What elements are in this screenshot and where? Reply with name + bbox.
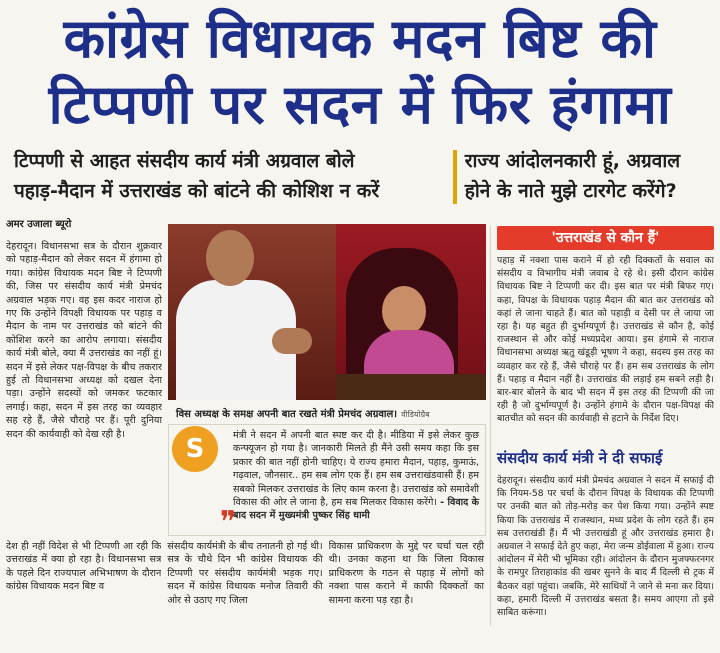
headline-line-2: टिप्पणी पर सदन में फिर हंगामा <box>48 73 672 136</box>
byline: अमर उजाला ब्यूरो <box>6 219 72 230</box>
subhead-right-line-1: राज्य आंदोलनकारी हूं, अग्रवाल <box>464 150 681 172</box>
photo-caption <box>176 406 476 420</box>
sidebar-text-1: पहाड़ में नक्शा पास कराने में हो रही दिक्कतों के सवाल का संसदीय व विभागीय मंत्री जवाब दे रहे थे। इसी दौरान कांग्रेस विधायक बिष्ट ने टिप्पणी कर दी। इस बात पर मंत्री बिफर गए। कहा, विपक्ष के विधायक पहाड़ मैदान की बात कर उत्तराखंड को कहां ले जाना चाहते हैं। बात को पहाड़ी व देसी पर ले जाया जा रहा है। यह बहुत ही दुर्भाग्यपूर्ण है। उत्तराखंड से कौन है, कोई राजस्थान से और कोई मध्यप्रदेश आया। इस हंगामे से नाराज विधानसभा अध्यक्ष ऋतु खंडूड़ी भूषण ने कहा, सदस्य इस तरह का व्यवहार कर रहे हैं, जैसे चौराहे पर हैं। हम सब उत्तराखंड के लोग हैं। पहाड़ व मैदान नहीं है। उत्तराखंड की लड़ाई हम सबने लड़ी है। बार-बार बोलने के बाद भी सदन में इस तरह की टिप्पणी की जा रही है जो दुर्भाग्यपूर्ण है। उन्होंने हंगामे के दौरान पक्ष-विपक्ष की बातचीत को सदन की कार्यवाही से हटाने के निर्देश दिए। <box>497 255 714 425</box>
subhead-left <box>14 146 453 208</box>
sidebar-title: 'उत्तराखंड से कौन हैं' <box>497 226 714 250</box>
desk <box>336 374 486 400</box>
subhead-left-line-2: पहाड़-मैदान में उत्तराखंड को बांटने की कोशिश न करें <box>14 180 380 202</box>
sidebar <box>490 226 714 626</box>
minister-figure-hand <box>272 328 312 354</box>
subheadings <box>14 146 714 208</box>
headline-line-1: कांग्रेस विधायक मदन बिष्ट की <box>63 7 657 70</box>
article-bottom-columns <box>6 540 484 626</box>
article-column-1: देहरादून। विधानसभा सत्र के दौरान शुक्रवार को पहाड़-मैदान को लेकर सदन में हंगामा हो गया। कांग्रेस विधायक मदन बिष्ट ने टिप्पणी की, जिस पर संसदीय कार्य मंत्री प्रेमचंद अग्रवाल भड़क गए। वह इस कदर नाराज हो गए कि उन्होंने विपक्षी विधायक पर पहाड़ व मैदान के नाम पर उत्तराखंड को बांटने की कोशिश करने का आरोप लगाया। संसदीय कार्य मंत्री बोले, क्या मैं उत्तराखंड का नहीं हूं। सदन में इसे लेकर पक्ष-विपक्ष के बीच तकरार हुई तो विधानसभा अध्यक्ष को दखल देना पड़ा। उन्होंने सदस्यों को जमकर फटकार लगाई। कहा, सदन में इस तरह का व्यवहार सह रहे हैं, जैसे चौराहे पर हैं। पूरी दुनिया सदन की कार्यवाही को देख रही है। <box>6 241 162 440</box>
sidebar-text-2: देहरादून। संसदीय कार्य मंत्री प्रेमचंद अग्रवाल ने सदन में सफाई दी कि नियम-58 पर चर्चा के दौरान विपक्ष के विधायक की टिप्पणी पर उनकी बात को तोड़-मरोड़ कर पेश किया गया। उन्होंने स्पष्ट किया कि उत्तराखंड में राजस्थान, मध्य प्रदेश के लोग रहते हैं। हम सब उत्तराखंडी हैं। मैं भी उत्तराखंडी हूं और उत्तराखंड हमारा है। अग्रवाल ने सफाई देते हुए कहा, मेरा जन्म डोईवाला में हुआ। राज्य आंदोलन में मेरी भी भूमिका रही। आंदोलन के दौरान मुजफ्फरनगर के रामपुर तिराहाकांड की खबर सुनने के बाद मैं दिल्ली से ट्रक में बैठकर वहां पहुंचा। जबकि, मेरे साथियों ने जाने से मना कर दिया। कहा, हमारी दिल्ली में उत्तराखंड बसता है। समय आएगा तो इसे साबित करूंगा। <box>497 475 714 619</box>
quote-text: मंत्री ने सदन में अपनी बात स्पष्ट कर दी है। मीडिया में इसे लेकर कुछ कन्फ्यूजन हो गया है। जानकारी मिलते ही मैंने उसी समय कहा कि इस प्रकार की बात नहीं होनी चाहिए। ये राज्य हमारा मैदान, पहाड़, कुमाऊं, गढ़वाल, जौनसार.. हम सब लोग एक हैं। हम सब उत्तराखंडवासी हैं। हम सबको मिलकर उत्तराखंड के लिए काम करना है। उत्तराखंड को समावेशी विकास की ओर ले जाना है, हम सब मिलकर विकास करेंगे। <box>233 430 479 509</box>
subhead-right <box>465 146 714 208</box>
subhead-right-line-2: होने के नाते मुझे टारगेट करेंगे? <box>464 180 677 202</box>
quote-mark-icon: ❞ <box>220 505 237 540</box>
article-bottom-column-1: देश ही नहीं विदेश से भी टिप्पणी आ रही कि उत्तराखंड में क्या हो रहा है। विधानसभा सत्र के पहले दिन राज्यपाल अभिभाषण के दौरान कांग्रेस विधायक मदन बिष्ट व <box>6 541 162 593</box>
photo-credit: वीडियोग्रैब <box>401 410 430 419</box>
quote-logo-icon: S <box>172 426 218 472</box>
sidebar-heading-2: संसदीय कार्य मंत्री ने दी सफाई <box>497 449 663 467</box>
speaker-figure-head <box>382 286 426 336</box>
subhead-divider <box>453 150 457 204</box>
headline <box>0 0 720 142</box>
minister-figure-head <box>206 230 254 286</box>
photo-caption-text: विस अध्यक्ष के समक्ष अपनी बात रखते मंत्री प्रेमचंद अग्रवाल। <box>176 409 398 420</box>
article-bottom-column-2: संसदीय कार्यमंत्री के बीच तनातनी हो गई थी। सत्र के चौथे दिन भी कांग्रेस विधायक की टिप्पणी पर संसदीय कार्यमंत्री भड़क गए। सदन में कांग्रेस विधायक मनोज तिवारी की ओर से उठाए गए जिला <box>167 541 323 606</box>
subhead-left-line-1: टिप्पणी से आहत संसदीय कार्य मंत्री अग्रवाल बोले <box>14 150 355 172</box>
article-bottom-column-3: विकास प्राधिकरण के मुद्दे पर चर्चा चल रही थी। उनका कहना था कि जिला विकास प्राधिकरण के गठन से पहाड़ में लोगों को नक्शा पास कराने में काफी दिक्कतों का सामना करना पड़ रहा है। <box>328 541 484 606</box>
news-photo <box>168 224 486 400</box>
quote-attribution: - विवाद के बाद सदन में मुख्यमंत्री पुष्कर सिंह धामी <box>233 497 479 522</box>
